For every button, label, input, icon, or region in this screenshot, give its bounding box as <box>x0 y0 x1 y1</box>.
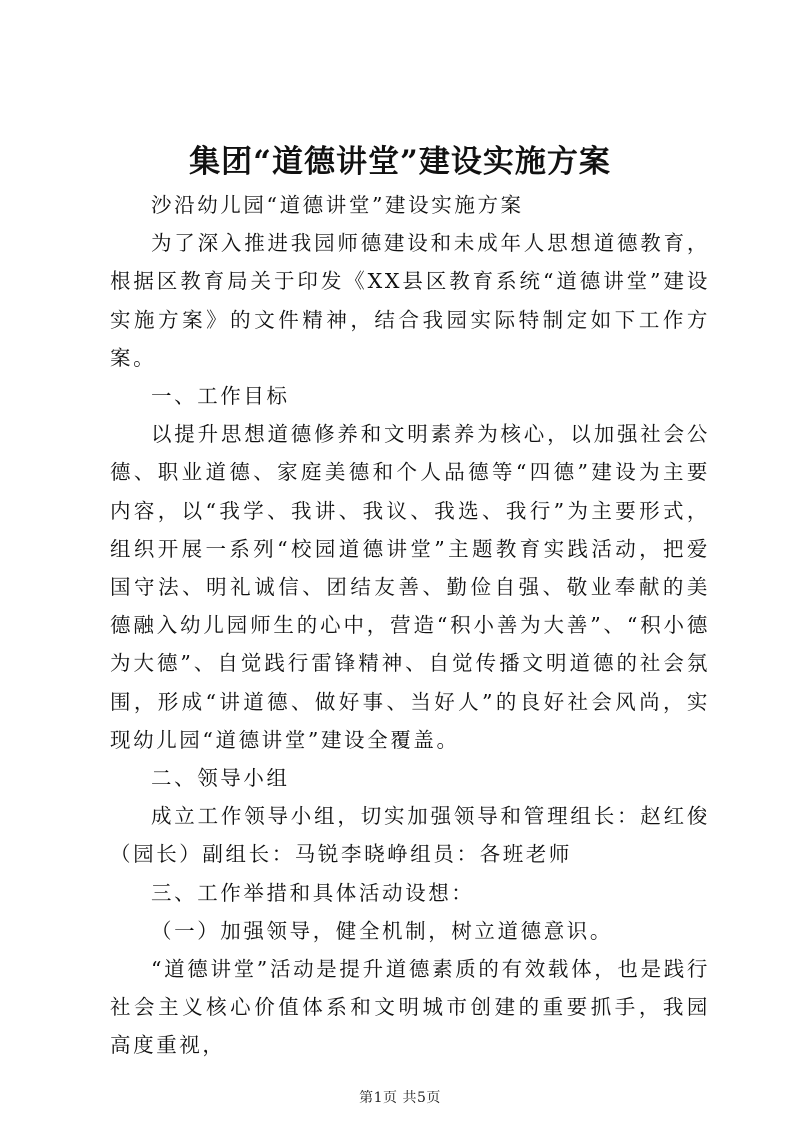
section-heading-measures: 三、工作举措和具体活动设想： <box>151 880 475 905</box>
intro-paragraph: 为了深入推进我园师德建设和未成年人思想道德教育，根据区教育局关于印发《XX县区教育系统“道德讲堂”建设实施方案》的文件精神，结合我园实际特制定如下工作方案。 <box>110 231 710 370</box>
section-heading-leadership: 二、领导小组 <box>151 766 290 791</box>
school-plan-heading: 沙沿幼儿园“道德讲堂”建设实施方案 <box>151 193 524 217</box>
leadership-paragraph: 成立工作领导小组，切实加强领导和管理组长：赵红俊（园长）副组长：马锐李晓峥组员：各班老师 <box>110 804 710 867</box>
measures-paragraph: “道德讲堂”活动是提升道德素质的有效载体，也是践行社会主义核心价值体系和文明城市创建的重要抓手，我园高度重视， <box>110 957 710 1058</box>
goals-paragraph: 以提升思想道德修养和文明素养为核心，以加强社会公德、职业道德、家庭美德和个人品德等“四德”建设为主要内容，以“我学、我讲、我议、我选、我行”为主要形式，组织开展一系列“校园道德讲堂”主题教育实践活动，把爱国守法、明礼诚信、团结友善、勤俭自强、敬业奉献的美德融入幼儿园师生的心中，营造“积小善为大善”、“积小德为大德”、自觉践行雷锋精神、自觉传播文明道德的社会氛围，形成“讲道德、做好事、当好人”的良好社会风尚，实现幼儿园“道德讲堂”建设全覆盖。 <box>110 422 710 752</box>
document-title: 集团“道德讲堂”建设实施方案 <box>189 144 611 180</box>
subsection-heading-1: （一）加强领导，健全机制，树立道德意识。 <box>151 918 613 943</box>
document-body <box>110 186 710 1065</box>
page-number: 第1页 共5页 <box>359 1090 441 1106</box>
section-heading-goals: 一、工作目标 <box>151 384 290 409</box>
